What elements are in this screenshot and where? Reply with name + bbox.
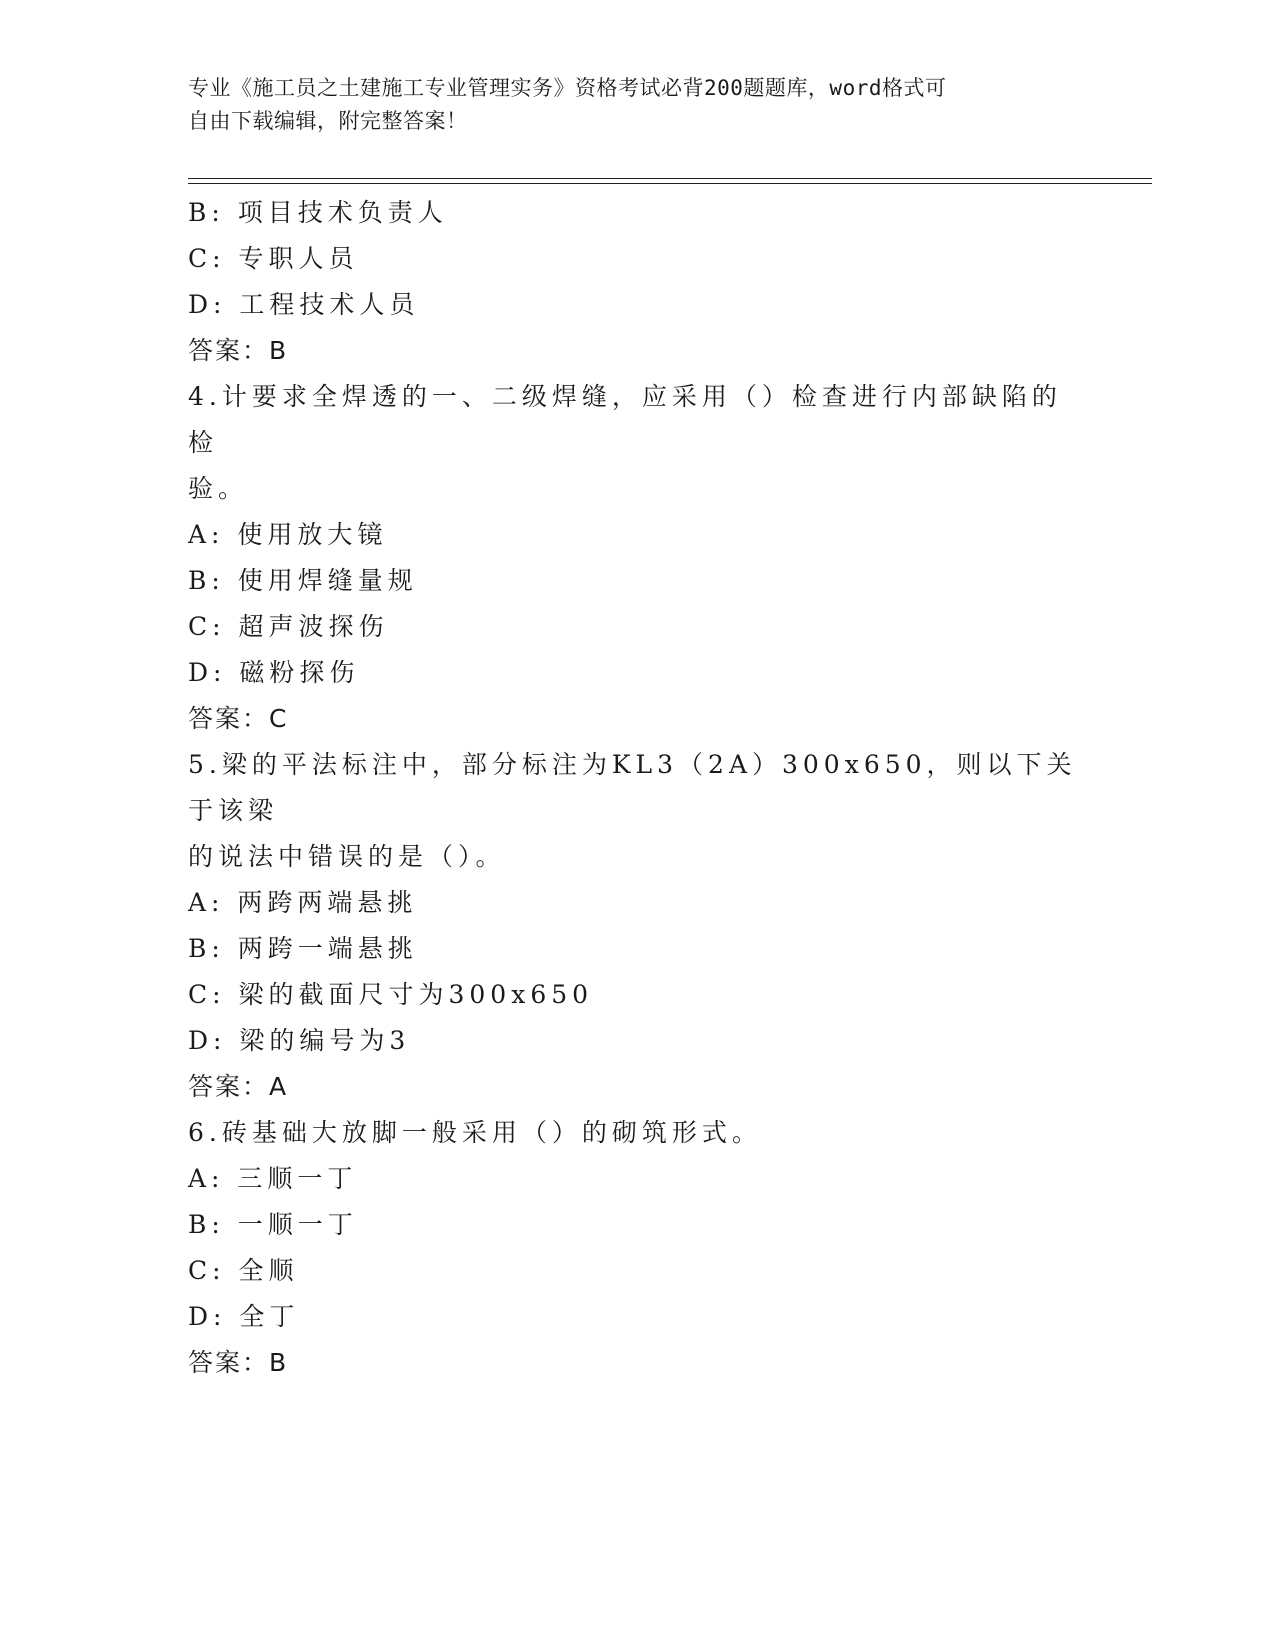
q4-answer: 答案：C: [188, 704, 289, 733]
q6-option-d: D: 全丁: [188, 1302, 300, 1331]
q5-option-c: C: 梁的截面尺寸为300x650: [188, 980, 594, 1009]
q4-stem-line-2: 验。: [188, 474, 249, 503]
q3-option-b: B: 项目技术负责人: [188, 198, 448, 227]
q4-option-c: C: 超声波探伤: [188, 612, 389, 641]
question-6: [188, 1110, 1088, 1386]
q4-stem-line-1: 4.计要求全焊透的一、二级焊缝，应采用（）检查进行内部缺陷的检: [188, 382, 1062, 457]
q4-option-b: B: 使用焊缝量规: [188, 566, 418, 595]
question-4: [188, 374, 1088, 742]
q5-option-a: A: 两跨两端悬挑: [188, 888, 418, 917]
document-header: [188, 72, 1068, 138]
q5-option-d: D: 梁的编号为3: [188, 1026, 411, 1055]
q5-stem-line-2: 的说法中错误的是（）。: [188, 842, 506, 871]
question-content: [188, 190, 1088, 1386]
q6-option-a: A: 三顺一丁: [188, 1164, 358, 1193]
q6-stem-line-1: 6.砖基础大放脚一般采用（）的砌筑形式。: [188, 1118, 762, 1147]
q5-answer: 答案：A: [188, 1072, 289, 1101]
header-title-line-1: 专业《施工员之土建施工专业管理实务》资格考试必背200题题库，word格式可: [188, 76, 947, 100]
q4-option-a: A: 使用放大镜: [188, 520, 388, 549]
q6-option-b: B: 一顺一丁: [188, 1210, 358, 1239]
header-title-line-2: 自由下载编辑，附完整答案！: [188, 109, 468, 133]
q5-stem-line-1: 5.梁的平法标注中，部分标注为KL3（2A）300x650，则以下关于该梁: [188, 750, 1077, 825]
q6-option-c: C: 全顺: [188, 1256, 299, 1285]
q5-option-b: B: 两跨一端悬挑: [188, 934, 418, 963]
q4-option-d: D: 磁粉探伤: [188, 658, 360, 687]
question-5: [188, 742, 1088, 1110]
question-3-tail: [188, 190, 1088, 374]
q3-option-c: C: 专职人员: [188, 244, 359, 273]
q6-answer: 答案：B: [188, 1348, 289, 1377]
q3-option-d: D: 工程技术人员: [188, 290, 420, 319]
header-rule-top: [188, 178, 1152, 179]
header-rule-bottom: [188, 183, 1152, 184]
q3-answer: 答案：B: [188, 336, 289, 365]
